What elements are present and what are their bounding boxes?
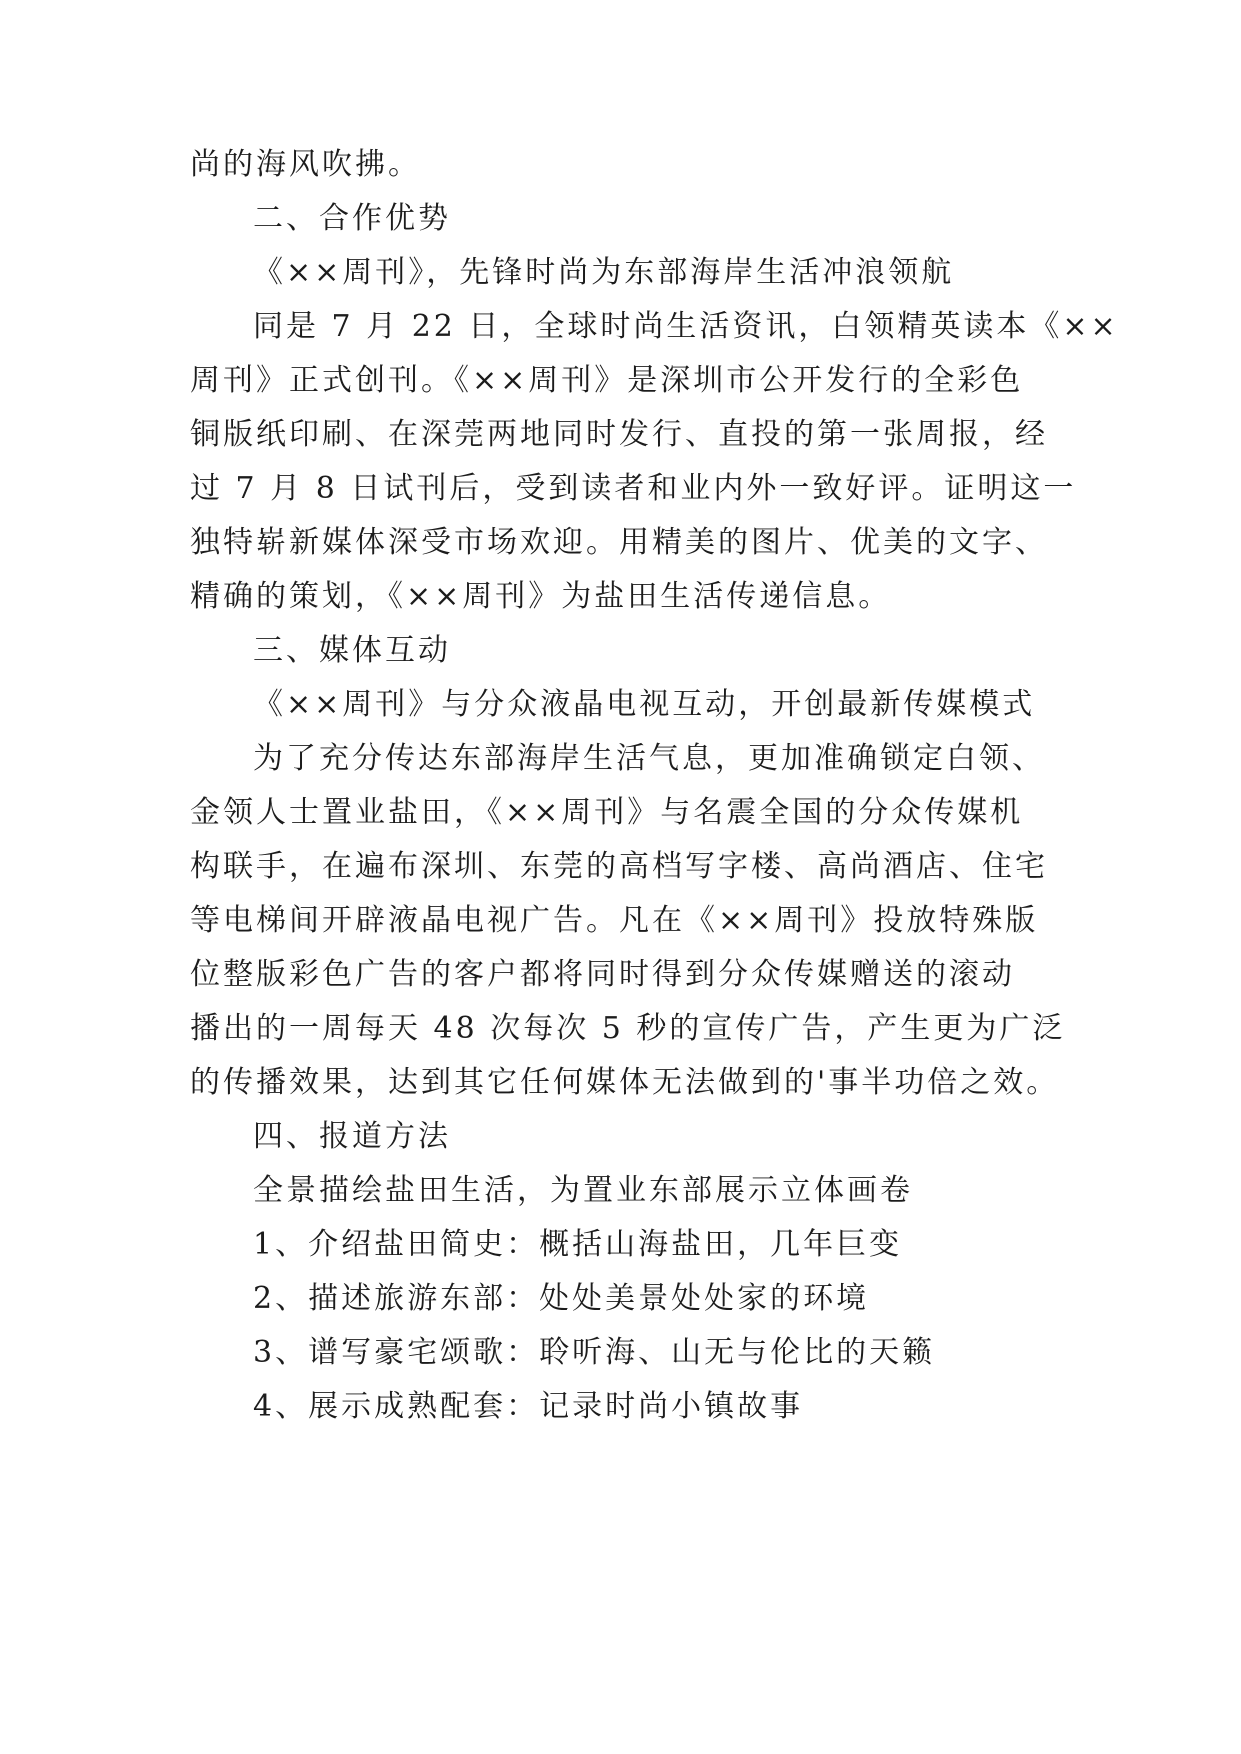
text-line: 《××周刊》与分众液晶电视互动，开创最新传媒模式 bbox=[253, 687, 1036, 722]
text-line: 过 7 月 8 日试刊后，受到读者和业内外一致好评。证明这一 bbox=[190, 471, 1077, 506]
list-item: 4、展示成熟配套：记录时尚小镇故事 bbox=[253, 1389, 804, 1424]
text-line: 尚的海风吹拂。 bbox=[190, 147, 421, 182]
text-line: 全景描绘盐田生活，为置业东部展示立体画卷 bbox=[253, 1173, 913, 1208]
text-line: 金领人士置业盐田，《××周刊》与名震全国的分众传媒机 bbox=[190, 795, 1024, 830]
text-line: 的传播效果，达到其它任何媒体无法做到的'事半功倍之效。 bbox=[190, 1065, 1060, 1100]
section-heading: 四、报道方法 bbox=[253, 1119, 451, 1154]
text-line: 独特崭新媒体深受市场欢迎。用精美的图片、优美的文字、 bbox=[190, 525, 1048, 560]
text-line: 等电梯间开辟液晶电视广告。凡在《××周刊》投放特殊版 bbox=[190, 903, 1039, 938]
text-line: 精确的策划，《××周刊》为盐田生活传递信息。 bbox=[190, 579, 892, 614]
list-item: 2、描述旅游东部：处处美景处处家的环境 bbox=[253, 1281, 870, 1316]
list-item: 3、谱写豪宅颂歌：聆听海、山无与伦比的天籁 bbox=[253, 1335, 936, 1370]
text-line: 铜版纸印刷、在深莞两地同时发行、直投的第一张周报，经 bbox=[190, 417, 1048, 452]
text-line: 构联手，在遍布深圳、东莞的高档写字楼、高尚酒店、住宅 bbox=[190, 849, 1048, 884]
section-heading: 三、媒体互动 bbox=[253, 633, 451, 668]
list-item: 1、介绍盐田简史：概括山海盐田，几年巨变 bbox=[253, 1227, 903, 1262]
text-line: 位整版彩色广告的客户都将同时得到分众传媒赠送的滚动 bbox=[190, 957, 1015, 992]
text-line: 《××周刊》，先锋时尚为东部海岸生活冲浪领航 bbox=[253, 255, 955, 290]
text-line: 同是 7 月 22 日，全球时尚生活资讯，白领精英读本《×× bbox=[253, 309, 1119, 344]
text-line: 播出的一周每天 48 次每次 5 秒的宣传广告，产生更为广泛 bbox=[190, 1011, 1066, 1046]
text-line: 周刊》正式创刊。《××周刊》是深圳市公开发行的全彩色 bbox=[190, 363, 1024, 398]
text-line: 为了充分传达东部海岸生活气息，更加准确锁定白领、 bbox=[253, 741, 1045, 776]
section-heading: 二、合作优势 bbox=[253, 201, 451, 236]
